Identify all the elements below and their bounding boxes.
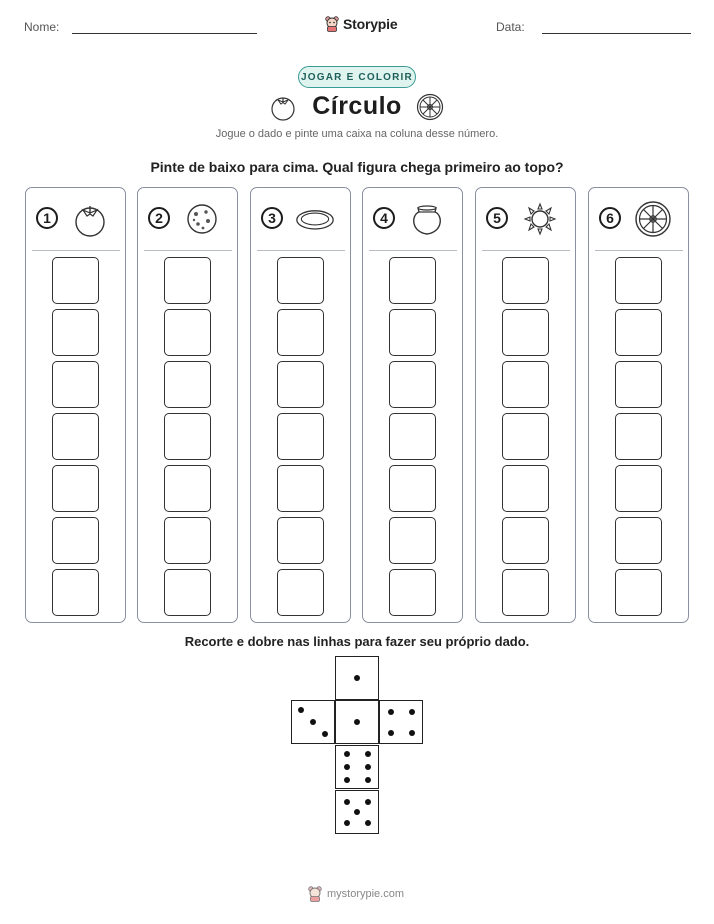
column-number: 1 <box>36 207 58 229</box>
column-number: 3 <box>261 207 283 229</box>
dice-face <box>379 700 423 744</box>
color-box[interactable] <box>389 257 436 304</box>
dice-pip <box>365 777 371 783</box>
color-box[interactable] <box>52 517 99 564</box>
column-6 <box>588 187 689 623</box>
color-box[interactable] <box>277 413 324 460</box>
color-box[interactable] <box>277 257 324 304</box>
color-box[interactable] <box>389 517 436 564</box>
color-box[interactable] <box>502 257 549 304</box>
dice-pip <box>344 799 350 805</box>
dice-pip <box>354 675 360 681</box>
color-box[interactable] <box>52 413 99 460</box>
bear-icon <box>308 886 322 902</box>
color-box[interactable] <box>615 361 662 408</box>
color-box[interactable] <box>164 517 211 564</box>
dice-pip <box>388 709 394 715</box>
color-box[interactable] <box>502 569 549 616</box>
color-box[interactable] <box>277 361 324 408</box>
subtitle: Jogue o dado e pinte uma caixa na coluna desse número. <box>215 128 499 140</box>
color-box[interactable] <box>277 569 324 616</box>
footer <box>308 884 404 904</box>
color-box[interactable] <box>615 413 662 460</box>
color-box[interactable] <box>164 569 211 616</box>
dice-face <box>335 656 379 700</box>
instruction: Pinte de baixo para cima. Qual figura chega primeiro ao topo? <box>150 159 564 175</box>
dice-pip <box>344 751 350 757</box>
color-box[interactable] <box>52 569 99 616</box>
dice-pip <box>354 719 360 725</box>
pot-icon <box>407 200 447 238</box>
storypie-logo <box>325 14 397 34</box>
color-box[interactable] <box>277 517 324 564</box>
dice-pip <box>310 719 316 725</box>
dice-face <box>335 700 379 744</box>
color-box[interactable] <box>389 309 436 356</box>
column-2 <box>137 187 238 623</box>
color-box[interactable] <box>502 413 549 460</box>
color-box[interactable] <box>277 465 324 512</box>
color-box[interactable] <box>502 465 549 512</box>
column-4 <box>362 187 463 623</box>
wheel-icon <box>633 200 673 238</box>
column-divider <box>369 250 457 251</box>
column-3 <box>250 187 351 623</box>
color-box[interactable] <box>164 361 211 408</box>
date-line[interactable] <box>542 33 691 34</box>
dice-pip <box>344 820 350 826</box>
column-divider <box>595 250 683 251</box>
dice-pip <box>365 820 371 826</box>
dice-face <box>335 745 379 789</box>
dice-pip <box>409 730 415 736</box>
plate-icon <box>295 200 335 238</box>
footer-url[interactable]: mystorypie.com <box>327 888 405 900</box>
color-box[interactable] <box>277 309 324 356</box>
dice-pip <box>344 764 350 770</box>
column-5 <box>475 187 576 623</box>
color-box[interactable] <box>502 517 549 564</box>
dice-pip <box>388 730 394 736</box>
color-box[interactable] <box>389 569 436 616</box>
color-box[interactable] <box>615 569 662 616</box>
column-header <box>26 188 124 250</box>
dice-pip <box>365 764 371 770</box>
tomato-icon <box>268 93 298 121</box>
color-box[interactable] <box>164 413 211 460</box>
color-box[interactable] <box>389 361 436 408</box>
color-box[interactable] <box>502 361 549 408</box>
tomato-icon <box>70 200 110 238</box>
column-number: 5 <box>486 207 508 229</box>
bear-icon <box>325 16 339 32</box>
page-title: Círculo <box>312 92 402 120</box>
wheel-icon <box>415 93 445 121</box>
dice-instruction: Recorte e dobre nas linhas para fazer seu próprio dado. <box>184 634 530 649</box>
name-label: Nome: <box>24 20 60 34</box>
column-number: 4 <box>373 207 395 229</box>
color-box[interactable] <box>164 257 211 304</box>
color-box[interactable] <box>615 257 662 304</box>
color-box[interactable] <box>502 309 549 356</box>
column-divider <box>144 250 232 251</box>
dice-pip <box>322 731 328 737</box>
color-box[interactable] <box>164 309 211 356</box>
dice-pip <box>409 709 415 715</box>
color-box[interactable] <box>164 465 211 512</box>
dice-pip <box>298 707 304 713</box>
column-number: 6 <box>599 207 621 229</box>
dice-face <box>335 790 379 834</box>
color-box[interactable] <box>52 465 99 512</box>
column-header <box>251 188 349 250</box>
dice-pip <box>365 751 371 757</box>
column-header <box>138 188 236 250</box>
column-divider <box>32 250 120 251</box>
color-box[interactable] <box>615 465 662 512</box>
color-box[interactable] <box>615 309 662 356</box>
color-box[interactable] <box>52 309 99 356</box>
brand-name: Storypie <box>343 16 398 32</box>
dice-pip <box>365 799 371 805</box>
date-label: Data: <box>496 20 525 34</box>
color-box[interactable] <box>52 257 99 304</box>
color-box[interactable] <box>389 413 436 460</box>
dice-pip <box>354 809 360 815</box>
color-box[interactable] <box>615 517 662 564</box>
sun-icon <box>520 200 560 238</box>
activity-tag: JOGAR E COLORIR <box>298 66 416 88</box>
name-line[interactable] <box>72 33 257 34</box>
column-header <box>589 188 687 250</box>
dice-face <box>291 700 335 744</box>
cookie-icon <box>182 200 222 238</box>
dice-pip <box>344 777 350 783</box>
column-divider <box>482 250 570 251</box>
column-header <box>476 188 574 250</box>
color-box[interactable] <box>52 361 99 408</box>
column-number: 2 <box>148 207 170 229</box>
color-box[interactable] <box>389 465 436 512</box>
column-1 <box>25 187 126 623</box>
column-divider <box>257 250 345 251</box>
column-header <box>363 188 461 250</box>
